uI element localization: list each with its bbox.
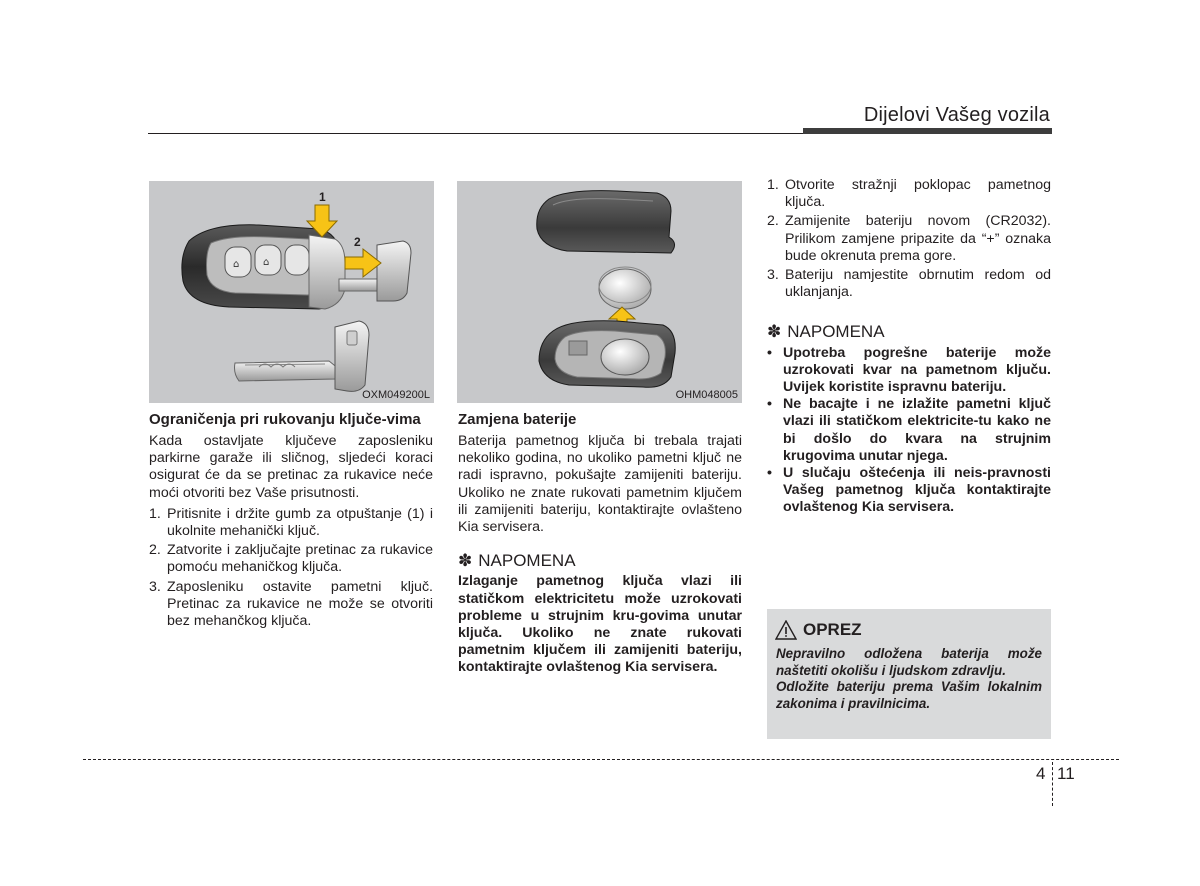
step-number: 3. — [149, 578, 161, 595]
figure1-label-2: 2 — [354, 235, 361, 249]
column-2 — [458, 411, 742, 677]
caution-body — [776, 646, 1042, 712]
note-heading — [458, 552, 742, 569]
note-title: NAPOMENA — [787, 322, 885, 342]
caution-line: Odložite bateriju prema Vašim lokalnim zakonima i pravilnicima. — [776, 679, 1042, 711]
bullet-text: Ne bacajte i ne izlažite pametni ključ vlazi ili statičkom elektricite-tu kako ne bi došlo do kvara na strujnim krugovima unutar njega. — [783, 396, 1051, 464]
column-1 — [149, 411, 433, 632]
header-rule-thick — [803, 128, 1052, 134]
step-text: Zatvorite i zaključajte pretinac za rukavice pomoću mehaničkog ključa. — [167, 542, 433, 576]
page-divider — [1052, 762, 1053, 806]
battery-steps — [767, 177, 1051, 301]
step-text: Bateriju namjestite obrnutim redom od uklanjanja. — [785, 267, 1051, 301]
figure1-label-1: 1 — [319, 190, 326, 204]
note-bullet-item — [767, 345, 1051, 397]
figure-battery — [457, 181, 742, 403]
figure2-caption: OHM048005 — [675, 389, 738, 401]
step-text: Pritisnite i držite gumb za otpuštanje (1) i ukolnite mehanički ključ. — [167, 505, 433, 540]
step-item — [149, 542, 433, 576]
restriction-steps — [149, 506, 433, 630]
warning-triangle-icon — [775, 620, 797, 640]
step-text: Otvorite stražnji poklopac pametnog ključa. — [785, 177, 1051, 211]
section-intro: Kada ostavljate ključeve zaposleniku parkirne garaže ili sličnog, sljedeći koraci osigurat će da se pretinac za rukavice neće moći otvoriti bez Vaše prisutnosti. — [149, 433, 433, 501]
step-number: 1. — [767, 177, 779, 193]
step-item — [767, 177, 1051, 211]
figure-smart-key — [149, 181, 434, 403]
caution-line: Nepravilno odložena baterija može naštetiti okolišu i ljudskom zdravlju. — [776, 646, 1042, 678]
note-title: NAPOMENA — [478, 551, 576, 571]
asterisk-icon: ✽ — [767, 322, 782, 342]
smart-key-illustration — [149, 181, 434, 403]
bullet-text: U slučaju oštećenja ili neis-pravnosti Vašeg pametnog ključa kontaktirajte ovlaštenog Kia servisera. — [783, 465, 1051, 516]
bullet-icon: • — [767, 344, 772, 361]
step-item — [767, 267, 1051, 301]
note-bullets — [767, 345, 1051, 517]
section-heading-battery-replacement: Zamjena baterije — [458, 411, 577, 428]
caution-title: OPREZ — [803, 620, 862, 639]
svg-text:⌂: ⌂ — [263, 257, 270, 268]
note-bullet-item — [767, 396, 1051, 465]
step-number: 1. — [149, 505, 161, 522]
figure1-caption: OXM049200L — [362, 389, 430, 401]
battery-illustration — [457, 181, 742, 403]
caution-box — [767, 609, 1051, 739]
bullet-text: Upotreba pogrešne baterije može uzrokovati kvar na pametnom ključu. Uvijek koristite ispravnu bateriju. — [783, 344, 1051, 396]
step-item — [149, 506, 433, 540]
note-heading — [767, 323, 1051, 340]
section-heading-key-restrictions: Ograničenja pri rukovanju ključe-vima — [149, 411, 421, 428]
battery-replacement-text: Baterija pametnog ključa bi trebala trajati nekoliko godina, no ukoliko pametni ključ ne radi ispravno, pokušajte zamijeniti bateriju. Ukoliko ne znate rukovati pametnim ključem ili zamijeniti bateriju, kontaktirajte ovlašteno Kia servisera. — [458, 433, 742, 536]
step-text: Zaposleniku ostavite pametni ključ. Pretinac za rukavice ne može se otvoriti bez mehančkog ključa. — [167, 578, 433, 630]
asterisk-icon: ✽ — [458, 551, 473, 571]
page-header-title: Dijelovi Vašeg vozila — [863, 104, 1050, 126]
battery-slot — [601, 339, 649, 375]
header-rule-thin — [148, 133, 803, 134]
step-item — [149, 579, 433, 631]
page-number: 11 — [1057, 764, 1075, 783]
column-3 — [767, 177, 1051, 517]
bullet-icon: • — [767, 465, 772, 482]
arrow-2-right-icon — [345, 249, 381, 277]
step-number: 3. — [767, 267, 779, 284]
bullet-icon: • — [767, 396, 772, 413]
chapter-number: 4 — [1036, 764, 1046, 783]
trunk-button — [285, 245, 309, 275]
step-number: 2. — [149, 542, 161, 559]
footer-dashed-rule — [83, 759, 1119, 760]
note-body: Izlaganje pametnog ključa vlazi ili statičkom elektricitetu može uzrokovati probleme u strujnim kru-govima unutar ključa. Ukoliko ne znate rukovati pametnim ključem ili zamijeniti bateriju, kontaktirajte ovlaštenog Kia servisera. — [458, 573, 742, 676]
step-item — [767, 213, 1051, 265]
svg-text:⌂: ⌂ — [233, 259, 240, 270]
step-text: Zamijenite bateriju novom (CR2032). Prilikom zamjene pripazite da “+” oznaka bude okrenuta prema gore. — [785, 213, 1051, 264]
back-cover — [537, 191, 675, 253]
step-number: 2. — [767, 213, 779, 230]
mechanical-key-head — [377, 241, 411, 301]
note-bullet-item — [767, 465, 1051, 517]
caution-heading — [775, 620, 862, 640]
